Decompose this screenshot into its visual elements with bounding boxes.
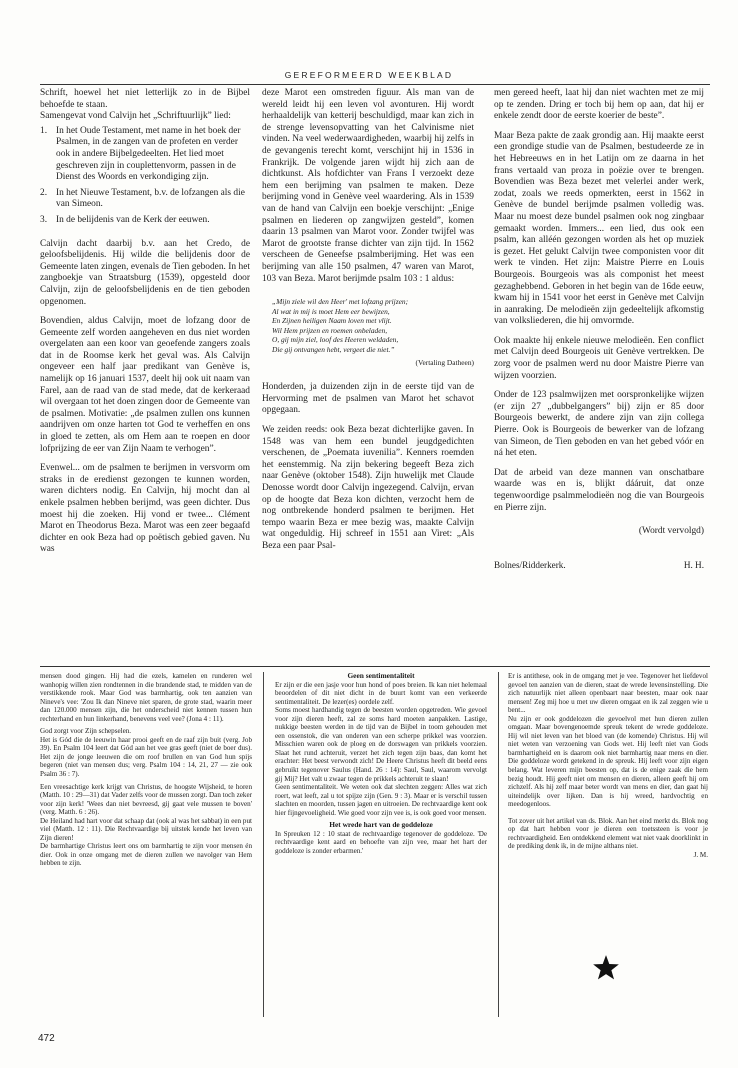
section-divider — [40, 666, 710, 667]
paragraph: Tot zover uit het artikel van ds. Blok. Aan het eind merkt ds. Blok nog op dat hart hebben voor je dieren een toetssteen is voor je rechtvaardigheid. Een ontdekkend element wat niet vaak doorklinkt in de prediking denk ik, in de mijne althans niet. — [508, 816, 708, 851]
paragraph: deze Marot een omstreden figuur. Als man van de wereld leidt hij een leven vol avonturen. Hij wordt herhaaldelijk van ketterij beschuldigd, maar kan zich in de strenge levensopvatting van het Calvinisme niet vinden. Na veel wederwaardigheden, waarbij hij zelfs in de gevangenis terecht komt, verschijnt hij in 1536 in Frankrijk. De volgende jaren wijdt hij zich aan de dichtkunst. Als hofdichter van Frans I verzoekt deze hem een berijming van psalmen te maken. Deze berijming vond in Genève veel waardering. Als in 1539 van de hand van Calvijn een boekje verschijnt: „Enige psalmen en liederen op zangwijzen gesteld”, komen daarin 13 psalmen van Marot voor. Zonder twijfel was Marot de grootste franse dichter van zijn tijd. In 1562 verscheen de Geneefse psalmberijming. Het was een berijming van alle 150 psalmen, 47 waren van Marot, 103 van Beza. Marot berijmde psalm 103 : 1 aldus: — [262, 88, 474, 284]
paragraph: Er is antithese, ook in de omgang met je vee. Tegenover het liefdevol gevoel ten aanzien van de dieren, staat de wrede levensinstelling. Die zich natuurlijk niet alleen openbaart naar beesten, maar ook naar mensen! Zeg mij hoe u met uw dieren omgaat en ik zal zeggen wie u bent... — [508, 672, 708, 715]
paragraph: Dat de arbeid van deze mannen van onschatbare waarde was en is, blijkt dááruit, dat onze tegenwoordige psalmmelodieën nog die van Bourgeois en Pierre zijn. — [494, 467, 704, 513]
paragraph: Geen sentimentaliteit. We weten ook dat slechten zeggen: Alles wat zich roert, wat leeft, zal u tot spijze zijn (Gen. 9 : 3). Maar er is verschil tussen slachten en moorden, tussen jagen en uitroeien. De rechtvaardige kent ook hier fijngevoeligheid. Wie goed voor zijn vee is, is ook goed voor mensen. — [275, 783, 487, 817]
upper-column-3 — [494, 88, 704, 663]
quote-line: Die gij ontvangen hebt, vergeet die niet.” — [272, 345, 395, 355]
paragraph: Evenwel... om de psalmen te berijmen in versvorm om straks in de eredienst gezongen te kunnen worden, waren dichters nodig. En Calvijn, hij mocht dan al enkele psalmen hebben berijmd, was geen dichter. Dus moest hij die zoeken. Hij vond er twee... Clément Marot en Theodorus Beza. Marot was een zeer begaafd dichter en ook Beza had op poëtisch gebied gaven. Nu was — [40, 463, 250, 555]
list-item — [40, 126, 250, 184]
signature-initials: H. H. — [683, 559, 704, 570]
list-item — [40, 215, 250, 227]
lower-column-2 — [275, 672, 487, 1022]
list-item — [40, 188, 250, 211]
signature — [494, 560, 704, 572]
signature-initials: J. M. — [693, 850, 708, 859]
quote-line: En Zijnen heiligen Naam loven met vlijt. — [272, 316, 392, 326]
star-icon — [592, 954, 620, 982]
upper-column-2 — [262, 88, 474, 663]
lower-column-1 — [40, 672, 252, 1022]
paragraph: Soms moest hardhandig tegen de beesten worden opgetreden. Wie gevoel voor zijn dieren heeft, zal ze soms hard moeten aanpakken. Lastige, nukkige beesten werden in de tijd van de Bijbel in toom gehouden met een ossenstok, die van onderen van een scherpe prikkel was voorzien. Misschien waren ook de ploeg en de dorswagen van prikkels voorzien. Slaat het rund achteruit, verzet het zich tegen zijn baas, dan komt het erachter: Het beest verwondt zich! De Heere Christus heeft dit beeld eens gebruikt tegenover Saulus (Hand. 26 : 14): Saul, Saul, waarom vervolgt gij Mij? Het valt u zwaar tegen de prikkels achteruit te slaan! — [275, 706, 487, 783]
lower-column-3 — [508, 672, 708, 962]
psalm-quote — [272, 297, 474, 355]
signature-place: Bolnes/Ridderkerk. — [494, 559, 566, 570]
paragraph: men gereed heeft, laat hij dan niet wachten met ze mij op te zenden. Dring er toch bij hem op aan, dat hij er enkele zendt door de eerste koerier de beste”. — [494, 88, 704, 122]
page-number: 472 — [38, 1033, 55, 1044]
upper-column-1 — [40, 88, 250, 663]
paragraph: In Spreuken 12 : 10 staat de rechtvaardige tegenover de goddeloze. 'De rechtvaardige kent aard en behoefte van zijn vee, maar het hart der goddeloze is zonder erbarmen.' — [275, 829, 487, 855]
quote-line: Wil Hem prijzen en roemen onbeladen, — [272, 325, 388, 335]
list-text: In het Nieuwe Testament, b.v. de lofzangen als die van Simeon. — [56, 187, 245, 210]
section-heading: Het wrede hart van de goddeloze — [329, 820, 433, 830]
quote-line: Al wat in mij is moet Hem eer bewijzen, — [272, 306, 390, 316]
paragraph: God zorgt voor Zijn schepselen. — [40, 727, 132, 736]
attribution: (Vertaling Datheen) — [415, 357, 474, 367]
paragraph: Samengevat vond Calvijn het „Schriftuurlijk” lied: — [40, 111, 231, 122]
paragraph: Een vreesachtige kerk krijgt van Christus, de hoogste Wijsheid, te horen (Matth. 10 : 29—31) dat Vader zelfs voor de mussen zorgt. Dan toch zeker voor zijn kerk! 'Wees dan niet bevreesd, gij gaat vele mussen te boven' (verg. Matth. 6 : 26). — [40, 782, 252, 817]
paragraph: De barmhartige Christus leert ons om barmhartig te zijn voor mensen én dier. Ook in onze omgang met de dieren zullen we navolger van Hem hebben te zijn. — [40, 842, 252, 868]
masthead: GEREFORMEERD WEEKBLAD — [284, 70, 454, 80]
quote-line: O, gij mijn ziel, loof des Heeren weldaden, — [272, 335, 399, 345]
list-number: 3. — [40, 214, 48, 225]
paragraph: Calvijn dacht daarbij b.v. aan het Credo, de geloofsbelijdenis. Hij wilde die belijdenis door de Gemeente laten zingen, evenals de Tien geboden. In het zangboekje van Straatsburg (1539), opgesteld door Calvijn, zijn de geloofsbelijdenis en de tien geboden opgenomen. — [40, 238, 250, 307]
list-text: In het Oude Testament, met name in het boek der Psalmen, in de zangen van de profeten en verder ook in andere Bijbelgedeelten. Het lied moet geschreven zijn in couplettenvorm, passen in de Dienst des Woords en verkondiging zijn. — [56, 125, 241, 183]
list-text: In de belijdenis van de Kerk der eeuwen. — [56, 214, 210, 225]
quote-line: „Mijn ziele wil den Heer' met lofzang prijzen; — [272, 297, 409, 307]
masthead-rule — [40, 84, 710, 85]
paragraph: Het is Gód die de leeuwin haar prooi geeft en de raaf zijn buit (verg. Job 39). En Psalm 104 leert dat Gód aan het vee gras geeft (niet de boer dus). Het zijn de jonge leeuwen die om roof brullen en van God hun spijs begeren (niet van mensen dus; verg. Psalm 104 : 14, 21, 27 — zie ook Psalm 36 : 7). — [40, 735, 252, 779]
paragraph: De Heiland had hart voor dat schaap dat (ook al was het sabbat) in een put viel (Matth. 12 : 11). Die Rechtvaardige bij uitstek kende het leven van Zijn dieren! — [40, 816, 252, 842]
paragraph: Onder de 123 psalmwijzen met oorspronkelijke wijzen (er zijn 27 „dubbelgangers” bij) zijn er 85 door Bourgeois bewerkt, de andere zijn van zijn collega Pierre. Ook is Bourgeois de bewerker van de lofzang van Simeon, de Tien geboden en van het gebed vóór en ná het eten. — [494, 390, 704, 459]
column-rule — [498, 672, 499, 1017]
column-rule — [263, 672, 264, 1017]
paragraph: We zeiden reeds: ook Beza bezat dichterlijke gaven. In 1548 was van hem een bundel jeugdgedichten verschenen, de „Poemata iuvenilia”. Kenners roemden het eenstemmig. Na zijn bekering begeeft Beza zich naar Genève (oktober 1548). Zijn huwelijk met Claude Denosse wordt door Calvijn ingezegend. Calvijn, ervan op de hoogte dat Beza kon dichten, verzocht hem de nog ontbrekende honderd psalmen te berijmen. Het tempo waarin Beza er mee bezig was, maakte Calvijn wat ongeduldig. Hij schreef in 1551 aan Viret: „Als Beza een paar Psal- — [262, 425, 474, 551]
paragraph: Er zijn er die een jasje voor hun hond of poes breien. Ik kan niet helemaal beoordelen of dit niet dicht in de buurt komt van een verkeerde sentimentaliteit. De lezer(es) oordele zelf. — [275, 680, 487, 706]
paragraph: Nu zijn er ook goddelozen die gevoelvol met hun dieren zullen omgaan. Maar bovengenoemde spreuk tekent de wrede goddeloze. Hij wil niet leven van het bloed van (de komende) Christus. Hij wil niet weten van verzoening van Gods wet. Hij leeft niet van Gods barmhartigheid en is daarom ook niet barmhartig naar mens en dier. Die goddeloze wordt getekend in de spreuk. Hij leeft voor zijn eigen belang. Wat leveren mijn beesten op, dat is de enige zaak die hem bezig houdt. Hij geeft niet om mensen en dieren, alleen geeft hij om zichzelf. Als hij zelf maar beter wordt van mens en dier, dan gaat hij uiteindelijk over lijken. Dan is hij wreed, hardvochtig en meedogenloos. — [508, 714, 708, 809]
paragraph: Schrift, hoewel het niet letterlijk zo in de Bijbel behoefde te staan. — [40, 88, 250, 110]
paragraph: mensen dood gingen. Hij had die ezels, kamelen en runderen wel wanhopig willen zien rondtennen in die brandende stad, te midden van de verstikkende rook. Maar God was barmhartig, ook ten aanzien van Nineve's vee: 'Zou Ik dan Nineve niet sparen, de grote stad, waarin meer dan 120.000 mensen zijn, die het onderscheid niet kennen tussen hun rechterhand en hun linkerhand, benevens veel vee? (Jona 4 : 11). — [40, 672, 252, 723]
list-number: 1. — [40, 125, 48, 136]
list — [40, 126, 250, 227]
paragraph: Honderden, ja duizenden zijn in de eerste tijd van de Hervorming met de psalmen van Marot het schavot opgegaan. — [262, 382, 474, 416]
paragraph: Bovendien, aldus Calvijn, moet de lofzang door de Gemeente zelf worden aangeheven en dus niet worden overgelaten aan een koor van geoefende zangers zoals dat in de Roomse kerk het geval was. Als Calvijn ongeveer een half jaar predikant van Genève is, namelijk op 16 januari 1537, deelt hij ook uit naam van Farel, aan de raad van de stad mede, dat de kerkeraad wil overgaan tot het doen zingen door de Gemeente van de psalmen. Motivatie: „de psalmen zullen ons kunnen aandrijven om onze harten tot God te verheffen en ons in gloed te zetten, als om Hem aan te roepen en door lofprijzing de eer van Zijn Naam te verhogen”. — [40, 316, 250, 454]
paragraph: Maar Beza pakte de zaak grondig aan. Hij maakte eerst een grondige studie van de Psalmen, bestudeerde ze in het Hebreeuws en in het Latijn om ze daarna in het frans vertaald van proza in poëzie over te brengen. Bovendien was Beza bezet met velerlei ander werk, zodat, zoals we reeds opmerkten, eerst in 1562 in Genève de bundel berijmde psalmen volledig was. Maar nu moest deze bundel psalmen ook nog zingbaar gemaakt worden. Immers... een lied, dus ook een psalm, kan alléén gezongen worden als het op muziek is gezet. Het gelukt Calvijn twee componisten voor dit werk te vinden. Het zijn: Maistre Pierre en Louis Bourgeois. Bourgeois was als componist het meest gezaghebbend. Geboren in het begin van de 16de eeuw, kwam hij in 1541 voor het eerst in Genève met Calvijn in aanraking. De melodieën zijn gedeeltelijk afkomstig van volksliederen, die hij omvormde. — [494, 130, 704, 327]
list-number: 2. — [40, 187, 48, 198]
to-be-continued: (Wordt vervolgd) — [638, 526, 704, 537]
section-heading: Geen sentimentaliteit — [347, 672, 415, 680]
paragraph: Ook maakte hij enkele nieuwe melodieën. Een conflict met Calvijn deed Bourgeois uit Genève vertrekken. De zorg voor de psalmen werd nu door Maistre Pierre van wijzen voorzien. — [494, 335, 704, 381]
